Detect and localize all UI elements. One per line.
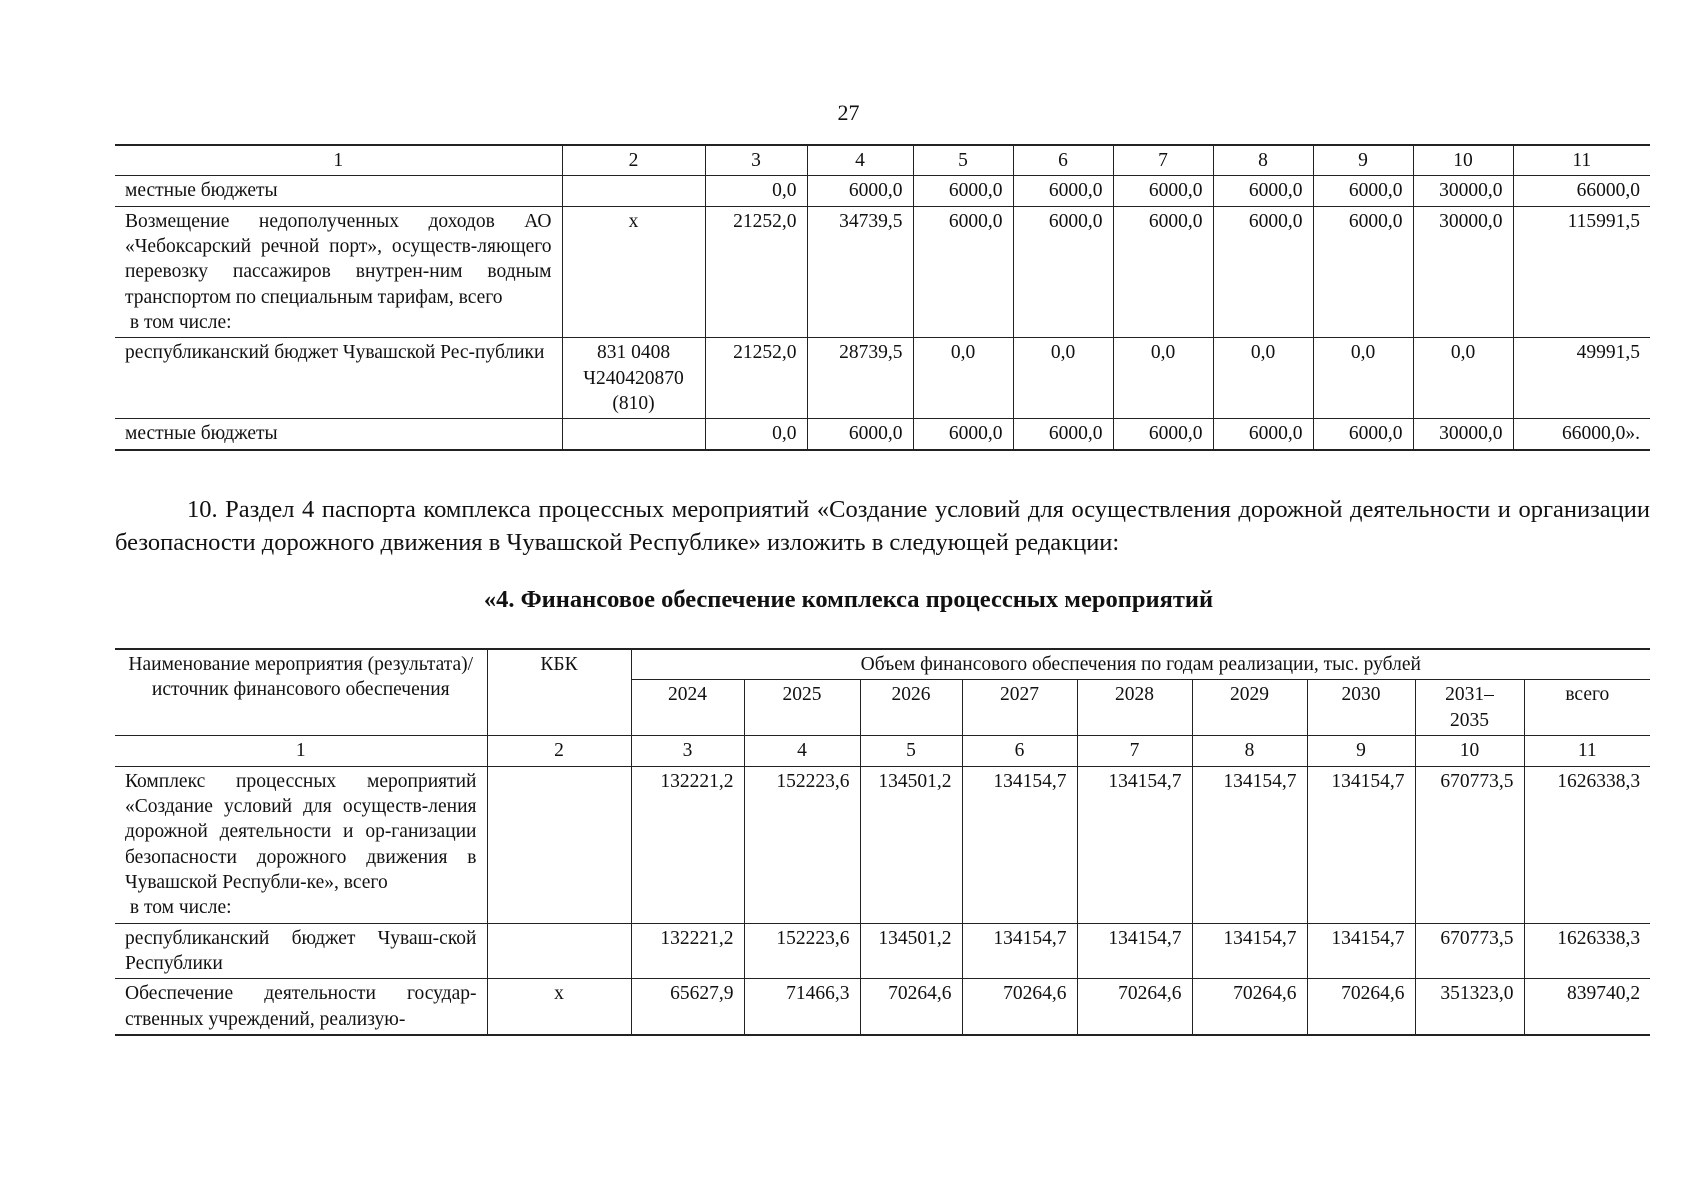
column-number: 6 xyxy=(962,736,1077,766)
value-cell: 6000,0 xyxy=(913,419,1013,450)
kbk-cell: 831 0408 Ч240420870 (810) xyxy=(562,338,705,419)
kbk-cell xyxy=(562,419,705,450)
value-cell: 115991,5 xyxy=(1513,206,1650,338)
value-cell: 70264,6 xyxy=(962,979,1077,1035)
column-number-row xyxy=(115,736,1650,766)
value-cell: 0,0 xyxy=(705,419,807,450)
value-cell: 6000,0 xyxy=(807,419,913,450)
financing-table xyxy=(115,648,1650,1036)
value-cell: 0,0 xyxy=(1113,338,1213,419)
value-cell: 30000,0 xyxy=(1413,176,1513,206)
value-cell: 134154,7 xyxy=(1307,766,1415,923)
value-cell: 134154,7 xyxy=(1307,923,1415,979)
row-name: республиканский бюджет Чуваш-ской Республики xyxy=(115,923,487,979)
column-number: 11 xyxy=(1524,736,1650,766)
value-cell: 134501,2 xyxy=(860,766,962,923)
row-subtitle: в том числе: xyxy=(125,312,232,334)
value-cell: 6000,0 xyxy=(1313,176,1413,206)
value-cell: 134154,7 xyxy=(962,766,1077,923)
value-cell: 34739,5 xyxy=(807,206,913,338)
value-cell: 0,0 xyxy=(705,176,807,206)
value-cell: 71466,3 xyxy=(744,979,860,1035)
value-cell: 6000,0 xyxy=(1113,206,1213,338)
value-cell: 65627,9 xyxy=(631,979,744,1035)
column-header-kbk: КБК xyxy=(487,649,631,736)
year-header: 2024 xyxy=(631,680,744,736)
value-cell: 6000,0 xyxy=(1213,176,1313,206)
value-cell: 6000,0 xyxy=(1113,419,1213,450)
value-cell: 1626338,3 xyxy=(1524,923,1650,979)
row-name: республиканский бюджет Чувашской Рес-публики xyxy=(115,338,562,419)
column-number-row xyxy=(115,145,1650,176)
year-header: всего xyxy=(1524,680,1650,736)
column-number: 3 xyxy=(631,736,744,766)
value-cell: 1626338,3 xyxy=(1524,766,1650,923)
value-cell: 6000,0 xyxy=(913,206,1013,338)
value-cell: 670773,5 xyxy=(1415,923,1524,979)
value-cell: 30000,0 xyxy=(1413,419,1513,450)
value-cell: 70264,6 xyxy=(1077,979,1192,1035)
value-cell: 134154,7 xyxy=(1077,766,1192,923)
value-cell: 152223,6 xyxy=(744,766,860,923)
column-number: 10 xyxy=(1415,736,1524,766)
column-number: 5 xyxy=(860,736,962,766)
column-number: 8 xyxy=(1213,145,1313,176)
value-cell: 134154,7 xyxy=(962,923,1077,979)
column-number: 8 xyxy=(1192,736,1307,766)
value-cell: 152223,6 xyxy=(744,923,860,979)
row-name-text: Комплекс процессных мероприятий «Создание условий для осуществ-ления дорожной деятельности и ор-ганизации безопасности дорожного движения в Чувашской Республи-ке», всего xyxy=(125,770,477,894)
value-cell: 6000,0 xyxy=(1013,419,1113,450)
table-row xyxy=(115,206,1650,338)
row-name-text: Возмещение недополученных доходов АО «Чебоксарский речной порт», осуществ-ляющего перевозку пассажиров внутрен-ним водным транспортом по специальным тарифам, всего xyxy=(125,210,552,308)
table-row xyxy=(115,338,1650,419)
column-number: 4 xyxy=(807,145,913,176)
column-number: 2 xyxy=(562,145,705,176)
column-header-name: Наименование мероприятия (результата)/источник финансового обеспечения xyxy=(115,649,487,736)
column-number: 10 xyxy=(1413,145,1513,176)
column-number: 11 xyxy=(1513,145,1650,176)
table-row xyxy=(115,766,1650,923)
column-group-header: Объем финансового обеспечения по годам реализации, тыс. рублей xyxy=(631,649,1650,680)
column-number: 9 xyxy=(1307,736,1415,766)
value-cell: 6000,0 xyxy=(1313,206,1413,338)
row-name: местные бюджеты xyxy=(115,176,562,206)
value-cell: 0,0 xyxy=(1013,338,1113,419)
value-cell: 28739,5 xyxy=(807,338,913,419)
value-cell: 49991,5 xyxy=(1513,338,1650,419)
row-name: местные бюджеты xyxy=(115,419,562,450)
year-header: 2030 xyxy=(1307,680,1415,736)
section-heading: «4. Финансовое обеспечение комплекса процессных мероприятий xyxy=(483,586,1214,613)
column-number: 2 xyxy=(487,736,631,766)
year-header: 2031–2035 xyxy=(1415,680,1524,736)
value-cell: 134501,2 xyxy=(860,923,962,979)
year-header: 2029 xyxy=(1192,680,1307,736)
row-name xyxy=(115,206,562,338)
value-cell: 134154,7 xyxy=(1077,923,1192,979)
value-cell: 70264,6 xyxy=(860,979,962,1035)
kbk-cell: х xyxy=(487,979,631,1035)
value-cell: 70264,6 xyxy=(1192,979,1307,1035)
value-cell: 132221,2 xyxy=(631,766,744,923)
value-cell: 6000,0 xyxy=(1213,419,1313,450)
value-cell: 6000,0 xyxy=(807,176,913,206)
value-cell: 30000,0 xyxy=(1413,206,1513,338)
year-header: 2025 xyxy=(744,680,860,736)
kbk-cell xyxy=(562,176,705,206)
kbk-cell xyxy=(487,923,631,979)
kbk-cell: х xyxy=(562,206,705,338)
continuation-table xyxy=(115,144,1650,451)
value-cell: 66000,0». xyxy=(1513,419,1650,450)
column-number: 5 xyxy=(913,145,1013,176)
column-number: 1 xyxy=(115,145,562,176)
row-name: Обеспечение деятельности государ-ственных учреждений, реализую- xyxy=(115,979,487,1035)
header-row xyxy=(115,649,1650,680)
value-cell: 6000,0 xyxy=(913,176,1013,206)
column-number: 1 xyxy=(115,736,487,766)
value-cell: 670773,5 xyxy=(1415,766,1524,923)
value-cell: 0,0 xyxy=(1413,338,1513,419)
table-row xyxy=(115,923,1650,979)
value-cell: 134154,7 xyxy=(1192,766,1307,923)
value-cell: 132221,2 xyxy=(631,923,744,979)
column-number: 7 xyxy=(1077,736,1192,766)
value-cell: 6000,0 xyxy=(1113,176,1213,206)
value-cell: 6000,0 xyxy=(1213,206,1313,338)
value-cell: 70264,6 xyxy=(1307,979,1415,1035)
kbk-cell xyxy=(487,766,631,923)
row-name xyxy=(115,766,487,923)
column-number: 9 xyxy=(1313,145,1413,176)
value-cell: 66000,0 xyxy=(1513,176,1650,206)
value-cell: 0,0 xyxy=(913,338,1013,419)
column-number: 3 xyxy=(705,145,807,176)
table-row xyxy=(115,419,1650,450)
value-cell: 21252,0 xyxy=(705,206,807,338)
amendment-paragraph: 10. Раздел 4 паспорта комплекса процессных мероприятий «Создание условий для осуществления дорожной деятельности и организации безопасности дорожного движения в Чувашской Республике» изложить в следующей редакции: xyxy=(115,496,1650,556)
column-number: 6 xyxy=(1013,145,1113,176)
table-row xyxy=(115,176,1650,206)
value-cell: 6000,0 xyxy=(1013,206,1113,338)
year-header: 2027 xyxy=(962,680,1077,736)
column-number: 7 xyxy=(1113,145,1213,176)
value-cell: 134154,7 xyxy=(1192,923,1307,979)
value-cell: 0,0 xyxy=(1213,338,1313,419)
row-subtitle: в том числе: xyxy=(125,897,232,919)
page-number: 27 xyxy=(837,100,860,125)
year-header: 2026 xyxy=(860,680,962,736)
value-cell: 6000,0 xyxy=(1313,419,1413,450)
year-header: 2028 xyxy=(1077,680,1192,736)
value-cell: 839740,2 xyxy=(1524,979,1650,1035)
value-cell: 351323,0 xyxy=(1415,979,1524,1035)
value-cell: 0,0 xyxy=(1313,338,1413,419)
value-cell: 21252,0 xyxy=(705,338,807,419)
table-row xyxy=(115,979,1650,1035)
column-number: 4 xyxy=(744,736,860,766)
value-cell: 6000,0 xyxy=(1013,176,1113,206)
